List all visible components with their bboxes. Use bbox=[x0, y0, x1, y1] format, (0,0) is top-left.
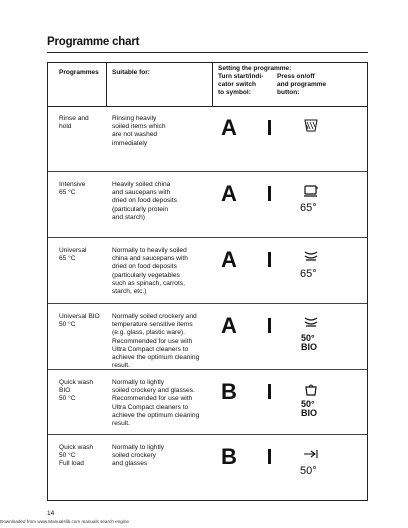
header-divider bbox=[106, 63, 107, 106]
suitable-line: Recommended for use with bbox=[112, 395, 193, 403]
switch-symbol: A bbox=[221, 247, 237, 272]
suitable-line: Recommended for use with bbox=[112, 337, 193, 345]
switch-symbol: B bbox=[221, 444, 237, 469]
programme-name-line: Universal BIO bbox=[59, 313, 100, 320]
on-off-mark bbox=[268, 318, 271, 333]
suitable-line: Heavily soiled china bbox=[112, 181, 171, 188]
temperature-label: 50° bbox=[300, 465, 317, 477]
suitable-line: result. bbox=[112, 420, 130, 428]
programme-name-line: hold bbox=[59, 123, 72, 131]
pot-icon bbox=[302, 382, 320, 396]
arrow-bar-icon bbox=[302, 447, 320, 461]
programme-name bbox=[59, 115, 119, 131]
programme-table bbox=[47, 62, 368, 501]
suitable-line: (particularly vegetables bbox=[112, 271, 180, 279]
suitable-line: result. bbox=[112, 362, 130, 370]
switch-symbol: A bbox=[221, 313, 237, 338]
header-setting-3: cator switch bbox=[218, 81, 256, 88]
programme-name-line: 65 °C bbox=[59, 189, 76, 197]
bowls-icon bbox=[302, 316, 320, 330]
programme-name-line: Universal bbox=[59, 247, 87, 254]
programme-name bbox=[59, 379, 119, 404]
suitable-for bbox=[112, 181, 222, 222]
page-number: 14 bbox=[47, 510, 55, 517]
title-underline bbox=[47, 52, 368, 53]
programme-name-line: 50 °C bbox=[59, 452, 76, 460]
suitable-line: dried on food deposits bbox=[112, 263, 177, 271]
programme-name-line: Rinse and bbox=[59, 115, 89, 122]
programme-name bbox=[59, 313, 119, 329]
temperature-label: 65° bbox=[300, 202, 317, 214]
programme-row bbox=[48, 370, 367, 435]
header-setting-1: Setting the programme: bbox=[218, 65, 292, 72]
switch-symbol: B bbox=[221, 379, 237, 404]
suitable-line: Normally to lightly bbox=[112, 444, 165, 451]
suitable-line: such as spinach, carrots, bbox=[112, 279, 185, 287]
programme-name-line: 50 °C bbox=[59, 321, 76, 329]
header-setting-4: to symbol: bbox=[218, 89, 251, 96]
table-header bbox=[48, 63, 367, 107]
programme-row bbox=[48, 435, 367, 500]
suitable-line: temperature sensitive items bbox=[112, 321, 193, 329]
suitable-line: Ultra Compact cleaners to bbox=[112, 345, 189, 353]
temperature-label: 50° bbox=[301, 399, 315, 409]
suitable-line: Normally to heavily soiled bbox=[112, 247, 187, 254]
programme-row bbox=[48, 172, 367, 238]
suitable-for bbox=[112, 313, 222, 370]
suitable-line: (e.g. glass, plastic ware). bbox=[112, 329, 185, 337]
temperature-label: 50° bbox=[301, 333, 315, 343]
suitable-for bbox=[112, 379, 222, 428]
suitable-for bbox=[112, 115, 222, 148]
suitable-line: and glasses bbox=[112, 460, 148, 468]
programme-name-line: 65 °C bbox=[59, 255, 76, 263]
suitable-line: Ultra Compact cleaners to bbox=[112, 403, 189, 411]
suitable-for bbox=[112, 247, 222, 296]
header-setting-2: Turn start/indi- bbox=[218, 73, 264, 80]
switch-symbol: A bbox=[221, 181, 237, 206]
header-divider bbox=[212, 63, 213, 106]
suitable-line: dried on food deposits bbox=[112, 197, 177, 205]
bio-label: BIO bbox=[301, 342, 318, 352]
programme-row bbox=[48, 238, 367, 304]
suitable-line: starch, etc.) bbox=[112, 288, 147, 296]
bio-label: BIO bbox=[301, 408, 318, 418]
header-press-1: Press on/off bbox=[277, 73, 315, 80]
suitable-line: soiled items which bbox=[112, 123, 166, 131]
bowls-icon bbox=[302, 250, 320, 264]
programme-row bbox=[48, 106, 367, 172]
page-title: Programme chart bbox=[47, 36, 140, 48]
header-programmes: Programmes bbox=[59, 69, 99, 76]
suitable-line: achieve the optimum cleaning bbox=[112, 411, 200, 419]
programme-name bbox=[59, 247, 119, 263]
suitable-line: and saucepans with bbox=[112, 189, 171, 197]
suitable-line: soiled crockery bbox=[112, 452, 156, 460]
switch-symbol: A bbox=[221, 115, 237, 140]
suitable-line: are not washed bbox=[112, 131, 158, 139]
on-off-mark bbox=[268, 120, 271, 135]
on-off-mark bbox=[268, 252, 271, 267]
suitable-line: (particularly protein bbox=[112, 205, 169, 213]
suitable-for bbox=[112, 444, 222, 469]
programme-name-line: Full load bbox=[59, 460, 84, 468]
programme-name bbox=[59, 444, 119, 469]
suitable-line: soiled crockery and glasses. bbox=[112, 387, 195, 395]
programme-name-line: Intensive bbox=[59, 181, 86, 188]
suitable-line: achieve the optimum cleaning bbox=[112, 354, 200, 362]
programme-name-line: Quick wash bbox=[59, 379, 94, 386]
on-off-mark bbox=[268, 449, 271, 464]
programme-row bbox=[48, 304, 367, 370]
programme-name-line: Quick wash bbox=[59, 444, 94, 451]
temperature-label: 65° bbox=[300, 268, 317, 280]
suitable-line: china and saucepans with bbox=[112, 255, 188, 263]
header-suitable: Suitable for: bbox=[112, 69, 150, 76]
header-press-2: and programme bbox=[277, 81, 327, 88]
programme-name-line: 50 °C bbox=[59, 395, 76, 403]
rinse-icon bbox=[302, 118, 320, 132]
suitable-line: Normally to lightly bbox=[112, 379, 165, 386]
suitable-line: Rinsing heavily bbox=[112, 115, 157, 122]
header-press-3: button: bbox=[277, 89, 300, 96]
suitable-line: and starch) bbox=[112, 213, 145, 221]
on-off-mark bbox=[268, 384, 271, 399]
suitable-line: Normally soiled crockery and bbox=[112, 313, 197, 320]
footer-source: Downloaded from www.Manualslib.com manuals search engine bbox=[0, 519, 129, 524]
programme-name bbox=[59, 181, 119, 197]
pan-icon bbox=[302, 184, 320, 198]
programme-name-line: BIO bbox=[59, 387, 71, 395]
on-off-mark bbox=[268, 186, 271, 201]
suitable-line: immediately bbox=[112, 139, 148, 147]
